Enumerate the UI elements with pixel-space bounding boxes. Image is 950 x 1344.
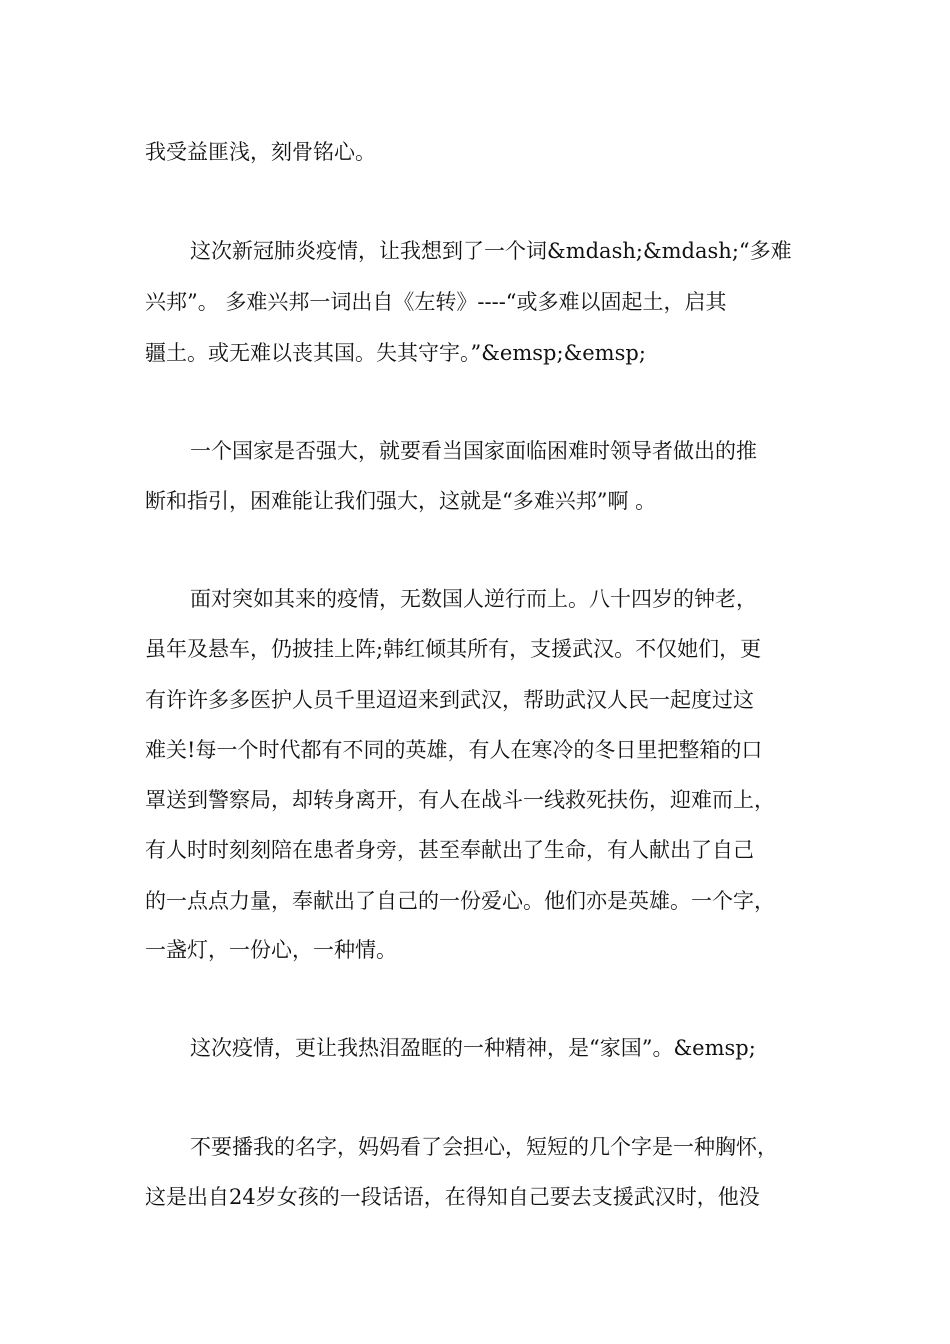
text-line: 断和指引，困难能让我们强大，这就是“多难兴邦”啊 。	[145, 489, 657, 513]
text-line: 面对突如其来的疫情，无数国人逆行而上。八十四岁的钟老，	[190, 587, 757, 611]
text-line: 这次新冠肺炎疫情，让我想到了一个词&mdash;&mdash;“多难	[190, 239, 792, 263]
text-line: 一个国家是否强大，就要看当国家面临困难时领导者做出的推	[190, 439, 757, 463]
text-line: 罩送到警察局，却转身离开，有人在战斗一线救死扶伤，迎难而上，	[145, 788, 775, 812]
text-line: 一盏灯，一份心，一种情。	[145, 938, 397, 962]
text-line: 虽年及悬车，仍披挂上阵;韩红倾其所有，支援武汉。不仅她们，更	[145, 637, 762, 661]
text-line: 兴邦”。 多难兴邦一词出自《左转》----“或多难以固起土，启其	[145, 290, 727, 314]
text-line: 疆土。或无难以丧其国。失其守宇。”&emsp;&emsp;	[145, 341, 646, 365]
text-line: 难关!每一个时代都有不同的英雄，有人在寒冷的冬日里把整箱的口	[145, 738, 763, 762]
text-line: 我受益匪浅，刻骨铭心。	[145, 140, 376, 164]
text-line: 这次疫情，更让我热泪盈眶的一种精神，是“家国”。&emsp;	[190, 1036, 756, 1060]
text-line: 这是出自24岁女孩的一段话语，在得知自己要去支援武汉时，他没	[145, 1185, 760, 1209]
text-line: 的一点点力量，奉献出了自己的一份爱心。他们亦是英雄。一个字，	[145, 889, 775, 913]
text-line: 有许许多多医护人员千里迢迢来到武汉，帮助武汉人民一起度过这	[145, 688, 754, 712]
text-line: 不要播我的名字，妈妈看了会担心，短短的几个字是一种胸怀，	[190, 1135, 778, 1159]
text-line: 有人时时刻刻陪在患者身旁，甚至奉献出了生命，有人献出了自己	[145, 838, 754, 862]
